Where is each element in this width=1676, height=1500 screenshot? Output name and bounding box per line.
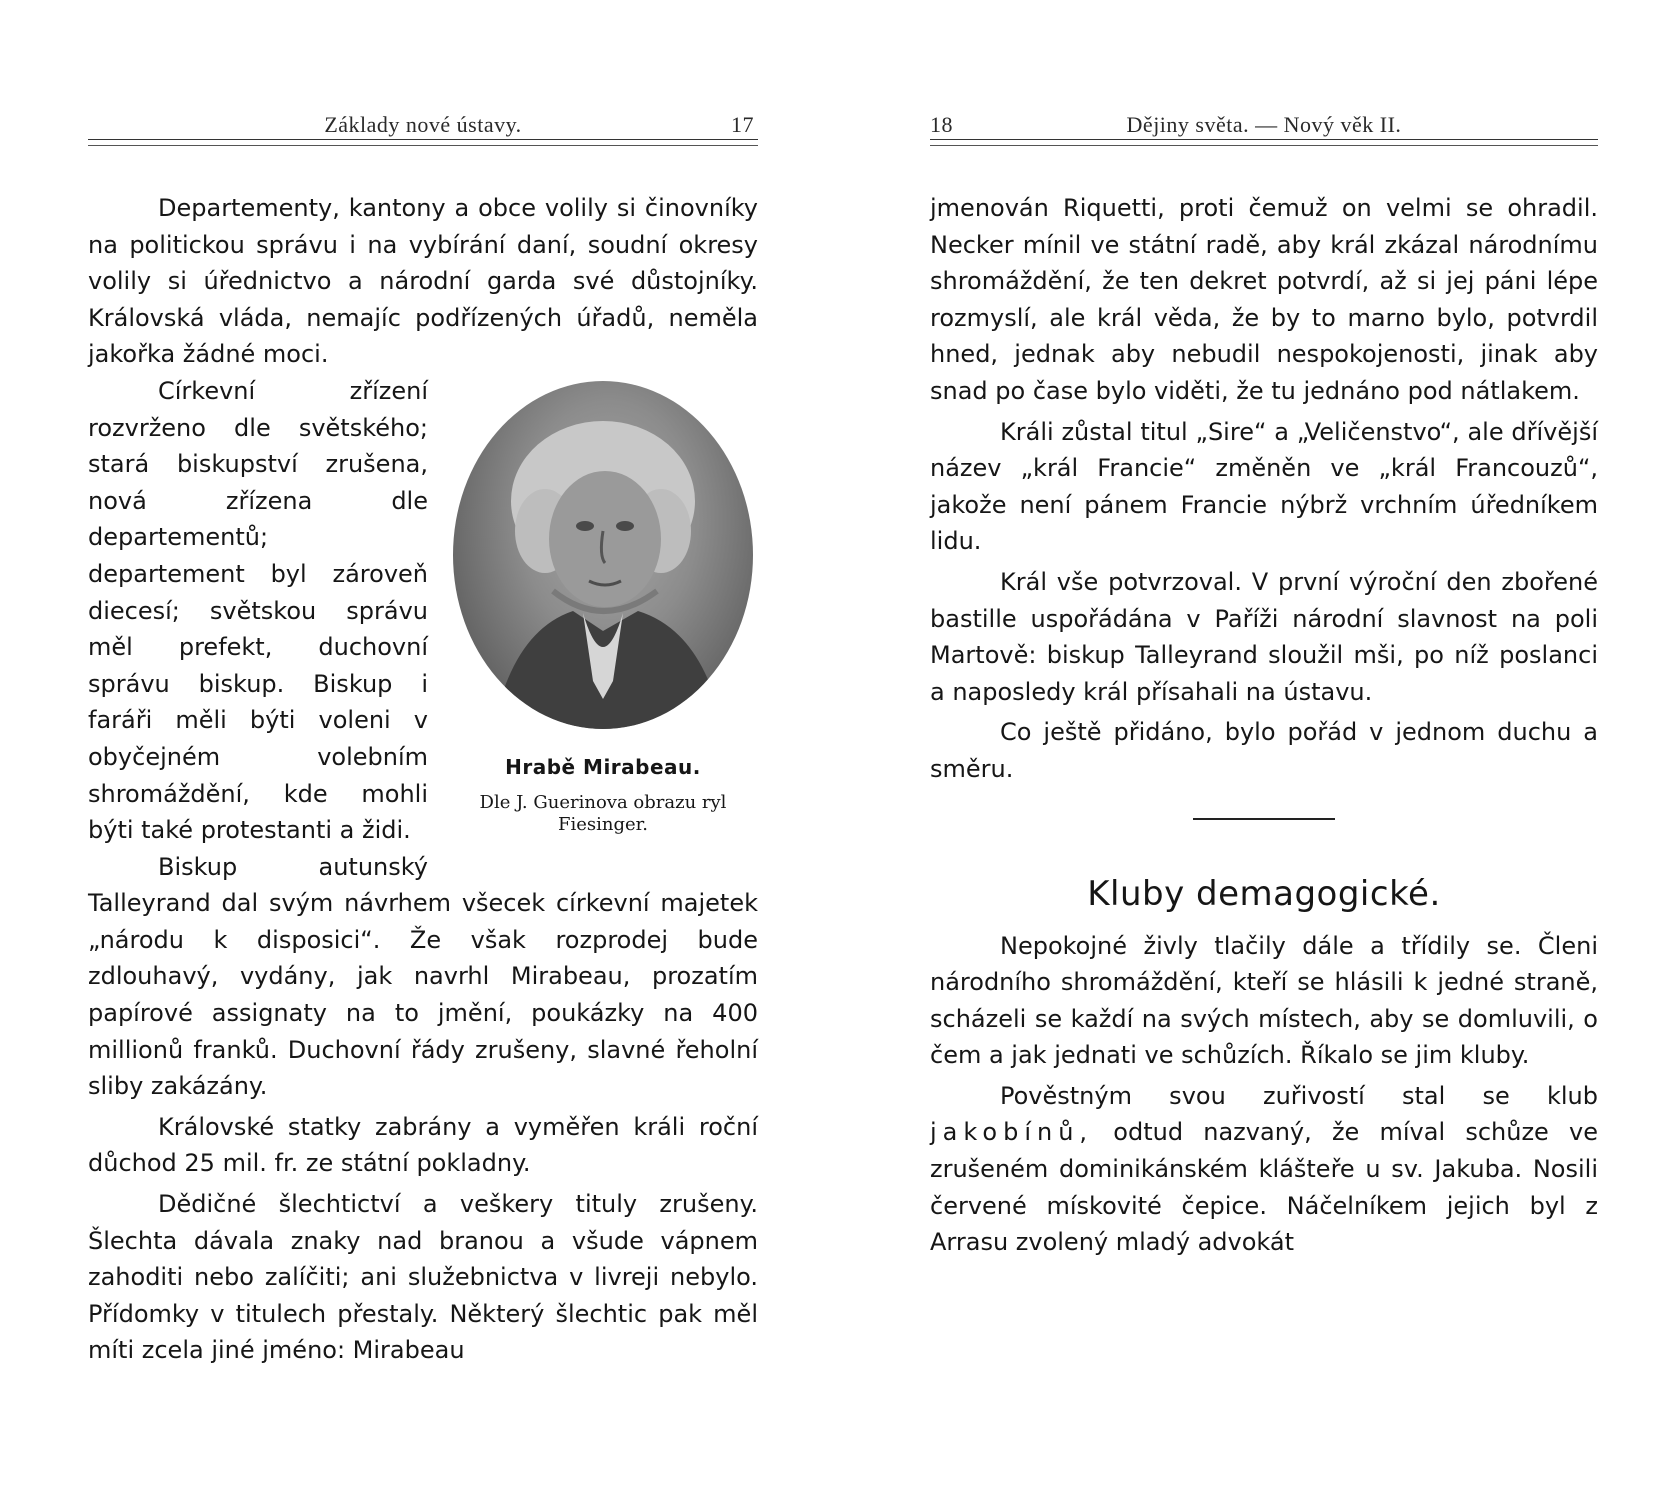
portrait-figure — [444, 381, 762, 876]
left-running-head — [88, 112, 758, 142]
left-paragraph-4: Královské statky zabrány a vyměřen králi roční důchod 25 mil. fr. ze státní pokladny. — [88, 1112, 758, 1178]
paragraph-6-start: Pověstným svou zuřivostí stal se klub — [1000, 1081, 1598, 1110]
figure-caption-text: Dle J. Guerinova obrazu ryl Fiesinger. — [479, 791, 727, 835]
right-paragraph-3: Král vše potvrzoval. V první výroční den zbořené bastille uspořádána v Paříži národní slavnost na poli Martově: biskup Talleyrand sloužil mši, po níž poslanci a naposledy král přísahali na ústavu. — [930, 567, 1598, 706]
section-divider — [1193, 818, 1335, 820]
portrait-engraving-icon — [453, 381, 753, 729]
left-running-title: Základy nové ústavy. — [324, 112, 522, 137]
section-heading: Kluby demagogické. — [1087, 873, 1441, 914]
left-head-rule — [88, 139, 758, 146]
left-paragraph-3: Biskup autunský Talleyrand dal svým návrhem všecek církevní majetek „národu k disposici“. Že však rozprodej bude zdlouhavý, vydány, jak navrhl Mirabeau, prozatím papírové assignaty na to jmění, poukázky na 400 millionů franků. Duchovní řády zrušeny, slavné řeholní sliby zakázány. — [88, 852, 758, 1101]
right-paragraph-2: Králi zůstal titul „Sire“ a „Veličenstvo“, ale dřívější název „král Francie“ změněn ve „král Francouzů“, jakože není pánem Francie nýbrž vrchním úředníkem lidu. — [930, 417, 1598, 556]
right-body-text — [930, 190, 1598, 1261]
paragraph-6-rest: odtud nazvaný, že míval schůze ve zrušeném dominikánském klášteře u sv. Jakuba. Nosili červené mískovité čepice. Náčelníkem jejich byl z Arrasu zvolený mladý advokát — [930, 1118, 1598, 1257]
left-page-number: 17 — [731, 112, 754, 137]
left-paragraph-5: Dědičné šlechtictví a veškery tituly zrušeny. Šlechta dávala znaky nad branou a všude vápnem zahoditi nebo zalíčiti; ani služebnictva v livreji nebylo. Přídomky v titulech přestaly. Některý šlechtic pak měl míti zcela jiné jméno: Mirabeau — [88, 1190, 758, 1365]
left-paragraph-1: Departementy, kantony a obce volily si činovníky na politickou správu i na vybírání daní, soudní okresy volily si úřednictvo a národní garda své důstojníky. Královská vláda, nemajíc podřízených úřadů, neměla jakořka žádné moci. — [88, 194, 758, 369]
right-paragraph-6 — [930, 1078, 1598, 1261]
figure-caption-title: Hrabě Mirabeau. — [505, 754, 701, 779]
right-paragraph-5: Nepokojné živly tlačily dále a třídily se. Členi národního shromáždění, kteří se hlásili k jedné straně, scházeli se každí na svých místech, aby se domluvili, o čem a jak jednati ve schůzích. Říkalo se jim kluby. — [930, 931, 1598, 1070]
right-paragraph-4: Co ještě přidáno, bylo pořád v jednom duchu a směru. — [930, 718, 1598, 783]
left-body-text — [88, 190, 758, 1369]
left-paragraph-2: Církevní zřízení rozvrženo dle světského; stará biskupství zrušena, nová zřízena dle departementů; departement byl zároveň diecesí; světskou správu měl prefekt, duchovní správu biskup. Biskup i faráři měli býti voleni v obyčejném volebním shromáždění, kde mohli býti také protestanti a židi. — [88, 376, 428, 845]
right-paragraph-1: jmenován Riquetti, proti čemuž on velmi se ohradil. Necker mínil ve státní radě, aby král zkázal národnímu shromáždění, že ten dekret potvrdí, až si jej páni lépe rozmyslí, ale král věda, že by to marno bylo, potvrdil hned, jednak aby nebudil nespokojenosti, jinak aby snad po čase bylo viděti, že tu jednáno pod nátlakem. — [930, 194, 1598, 405]
right-running-title: Dějiny světa. — Nový věk II. — [1126, 112, 1402, 137]
mirabeau-portrait-image — [453, 381, 753, 729]
right-head-rule — [930, 139, 1598, 146]
jakobins-spaced-term: jakobínů, — [930, 1118, 1094, 1147]
right-page-number: 18 — [930, 112, 953, 137]
right-running-head — [930, 112, 1598, 142]
